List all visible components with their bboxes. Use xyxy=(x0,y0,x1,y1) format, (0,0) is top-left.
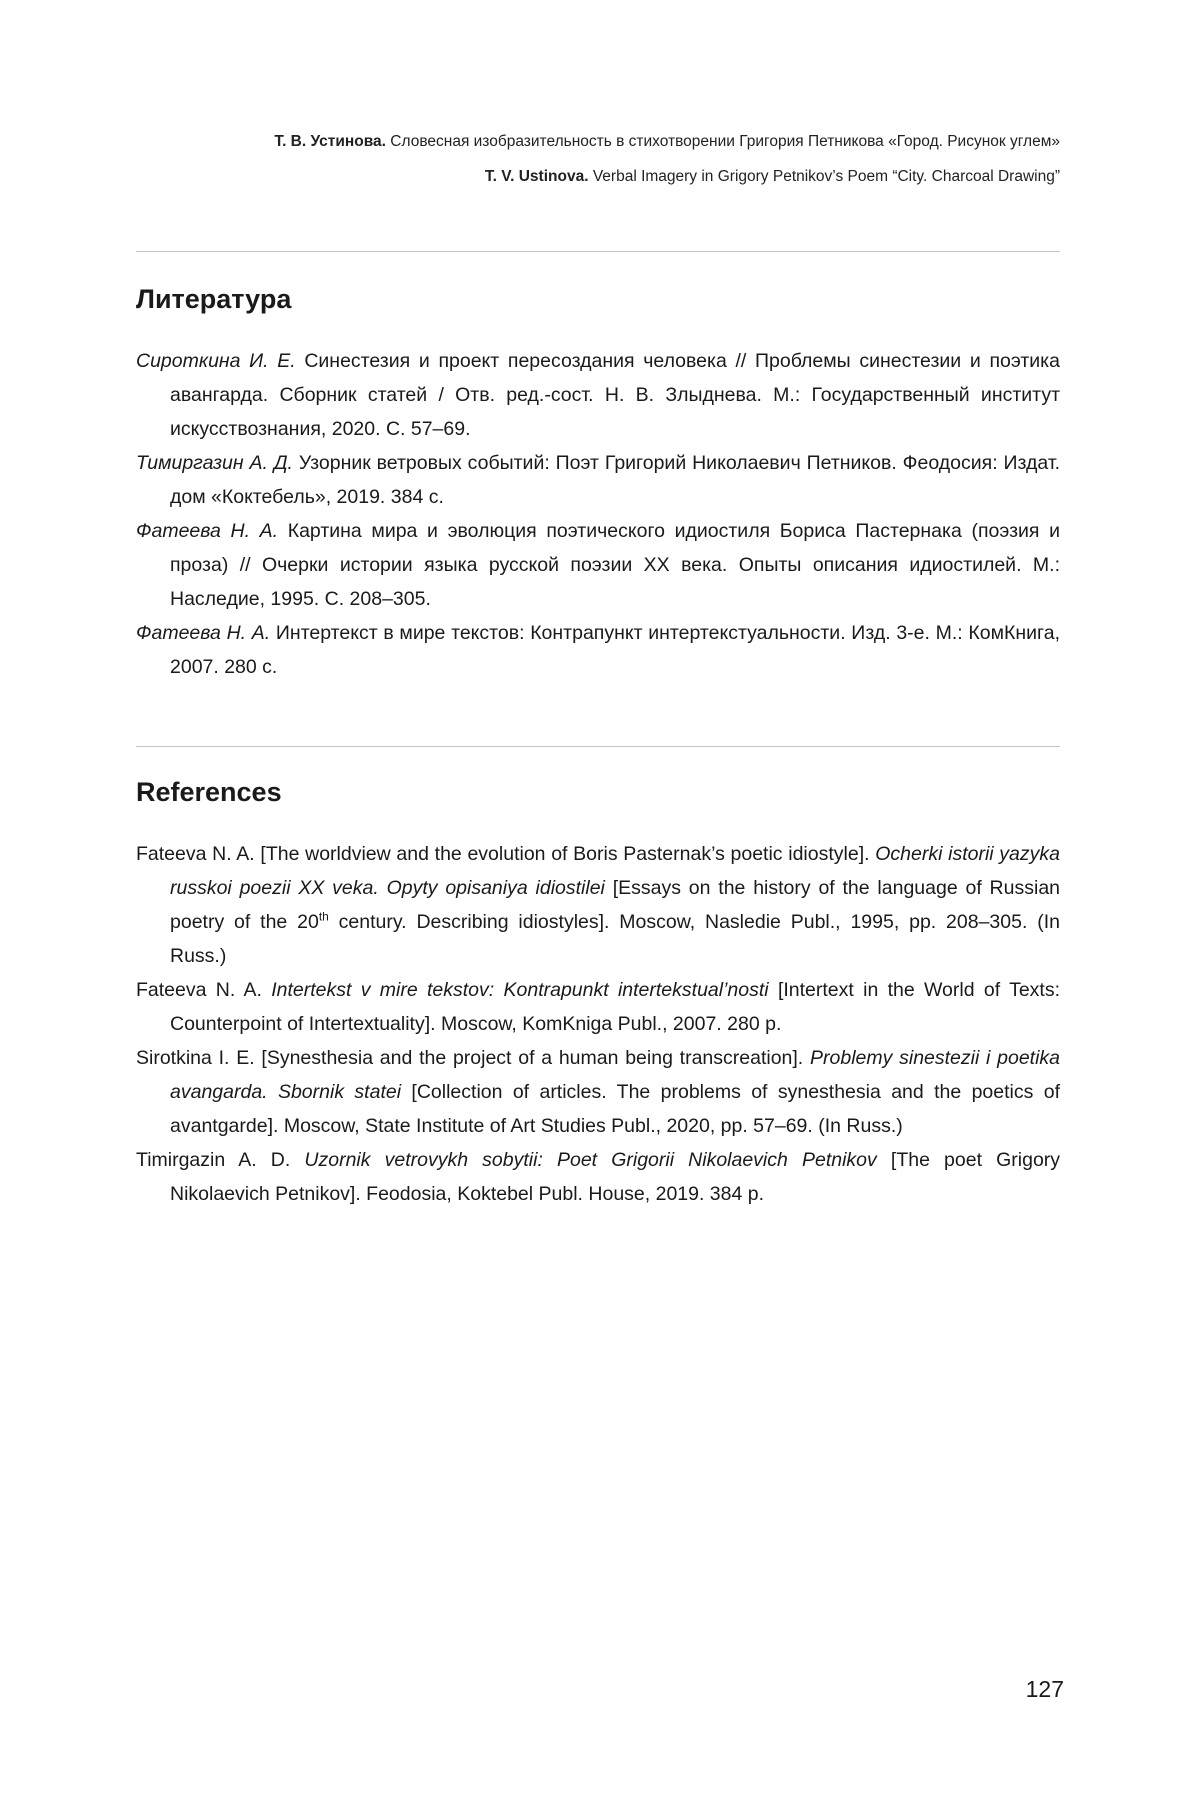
running-head-author: T. V. Ustinova. xyxy=(484,168,589,185)
ref-author: Тимиргазин А. Д. xyxy=(136,452,293,474)
ref-text: Интертекст в мире текстов: Контрапункт интертекстуальности. Изд. 3-е. М.: КомКнига, 2007. 280 с. xyxy=(170,622,1060,678)
references-list xyxy=(136,837,1060,1211)
ref-author: Фатеева Н. А. xyxy=(136,520,279,542)
ref-text: [Intertext in the World of Texts: Counterpoint of Intertextuality]. Moscow, KomKniga Publ., 2007. 280 p. xyxy=(170,979,1061,1035)
list-item xyxy=(136,1041,1060,1143)
ref-author: Сироткина И. Е. xyxy=(136,350,296,372)
ref-text: [Collection of articles. The problems of synesthesia and the poetics of avantgarde]. Moscow, State Institute of Art Studies Publ., 2020, pp. 57–69. (In Russ.) xyxy=(170,1081,1060,1137)
running-head-author: Т. В. Устинова. xyxy=(274,133,386,150)
ref-author: Sirotkina I. E. xyxy=(136,1047,255,1069)
divider xyxy=(136,251,1060,252)
list-item xyxy=(136,1143,1060,1211)
ref-text: [The poet Grigory Nikolaevich Petnikov]. Feodosia, Koktebel Publ. House, 2019. 384 p. xyxy=(170,1149,1061,1205)
list-item xyxy=(136,514,1060,616)
ref-author: Timirgazin A. D. xyxy=(136,1149,291,1171)
ref-author: Fateeva N. A. xyxy=(136,979,262,1001)
ref-text: century. Describing idiostyles]. Moscow, Nasledie Publ., 1995, pp. 208–305. (In Russ.) xyxy=(170,911,1060,967)
ref-title: Ocherki istorii yazyka russkoi poezii XX veka. Opyty opisaniya idiostilei xyxy=(170,843,1061,899)
list-item xyxy=(136,616,1060,684)
superscript: th xyxy=(318,909,329,924)
divider xyxy=(136,746,1060,747)
ref-text: [Synesthesia and the project of a human being transcreation]. xyxy=(261,1047,804,1069)
running-head-title: Verbal Imagery in Grigory Petnikov’s Poem “City. Charcoal Drawing” xyxy=(592,168,1060,185)
list-item xyxy=(136,837,1060,973)
ref-text: [Essays on the history of the language of Russian poetry of the 20 xyxy=(170,877,1061,933)
ref-text: [The worldview and the evolution of Boris Pasternak’s poetic idiostyle]. xyxy=(260,843,870,865)
list-item xyxy=(136,344,1060,446)
references-heading: References xyxy=(136,777,282,807)
list-item xyxy=(136,973,1060,1041)
ref-text: Узорник ветровых событий: Поэт Григорий Николаевич Петников. Феодосия: Издат. дом «Коктебель», 2019. 384 с. xyxy=(170,452,1061,508)
running-head-title: Словесная изобразительность в стихотворении Григория Петникова «Город. Рисунок углем» xyxy=(390,133,1060,150)
ref-title: Intertekst v mire tekstov: Kontrapunkt intertekstual’nosti xyxy=(271,979,769,1001)
ref-title: Uzornik vetrovykh sobytii: Poet Grigorii Nikolaevich Petnikov xyxy=(304,1149,877,1171)
ref-author: Фатеева Н. А. xyxy=(136,622,271,644)
literatura-list xyxy=(136,344,1060,684)
ref-text: Синестезия и проект пересоздания человека // Проблемы синестезии и поэтика авангарда. Сборник статей / Отв. ред.-сост. Н. В. Злыднева. М.: Государственный институт искусствознания, 2020. С. 57–69. xyxy=(170,350,1060,440)
list-item xyxy=(136,446,1060,514)
ref-title: Problemy sinestezii i poetika avangarda. Sbornik statei xyxy=(170,1047,1061,1103)
running-head xyxy=(136,124,1060,194)
running-head-ru xyxy=(136,124,1060,159)
literatura-heading: Литература xyxy=(136,284,292,314)
running-head-en xyxy=(136,159,1060,194)
page-number: 127 xyxy=(1025,1676,1064,1702)
ref-text: Картина мира и эволюция поэтического идиостиля Бориса Пастернака (поэзия и проза) // Очерки истории языка русской поэзии XX века. Опыты описания идиостилей. М.: Наследие, 1995. С. 208–305. xyxy=(170,520,1060,610)
ref-author: Fateeva N. A. xyxy=(136,843,255,865)
